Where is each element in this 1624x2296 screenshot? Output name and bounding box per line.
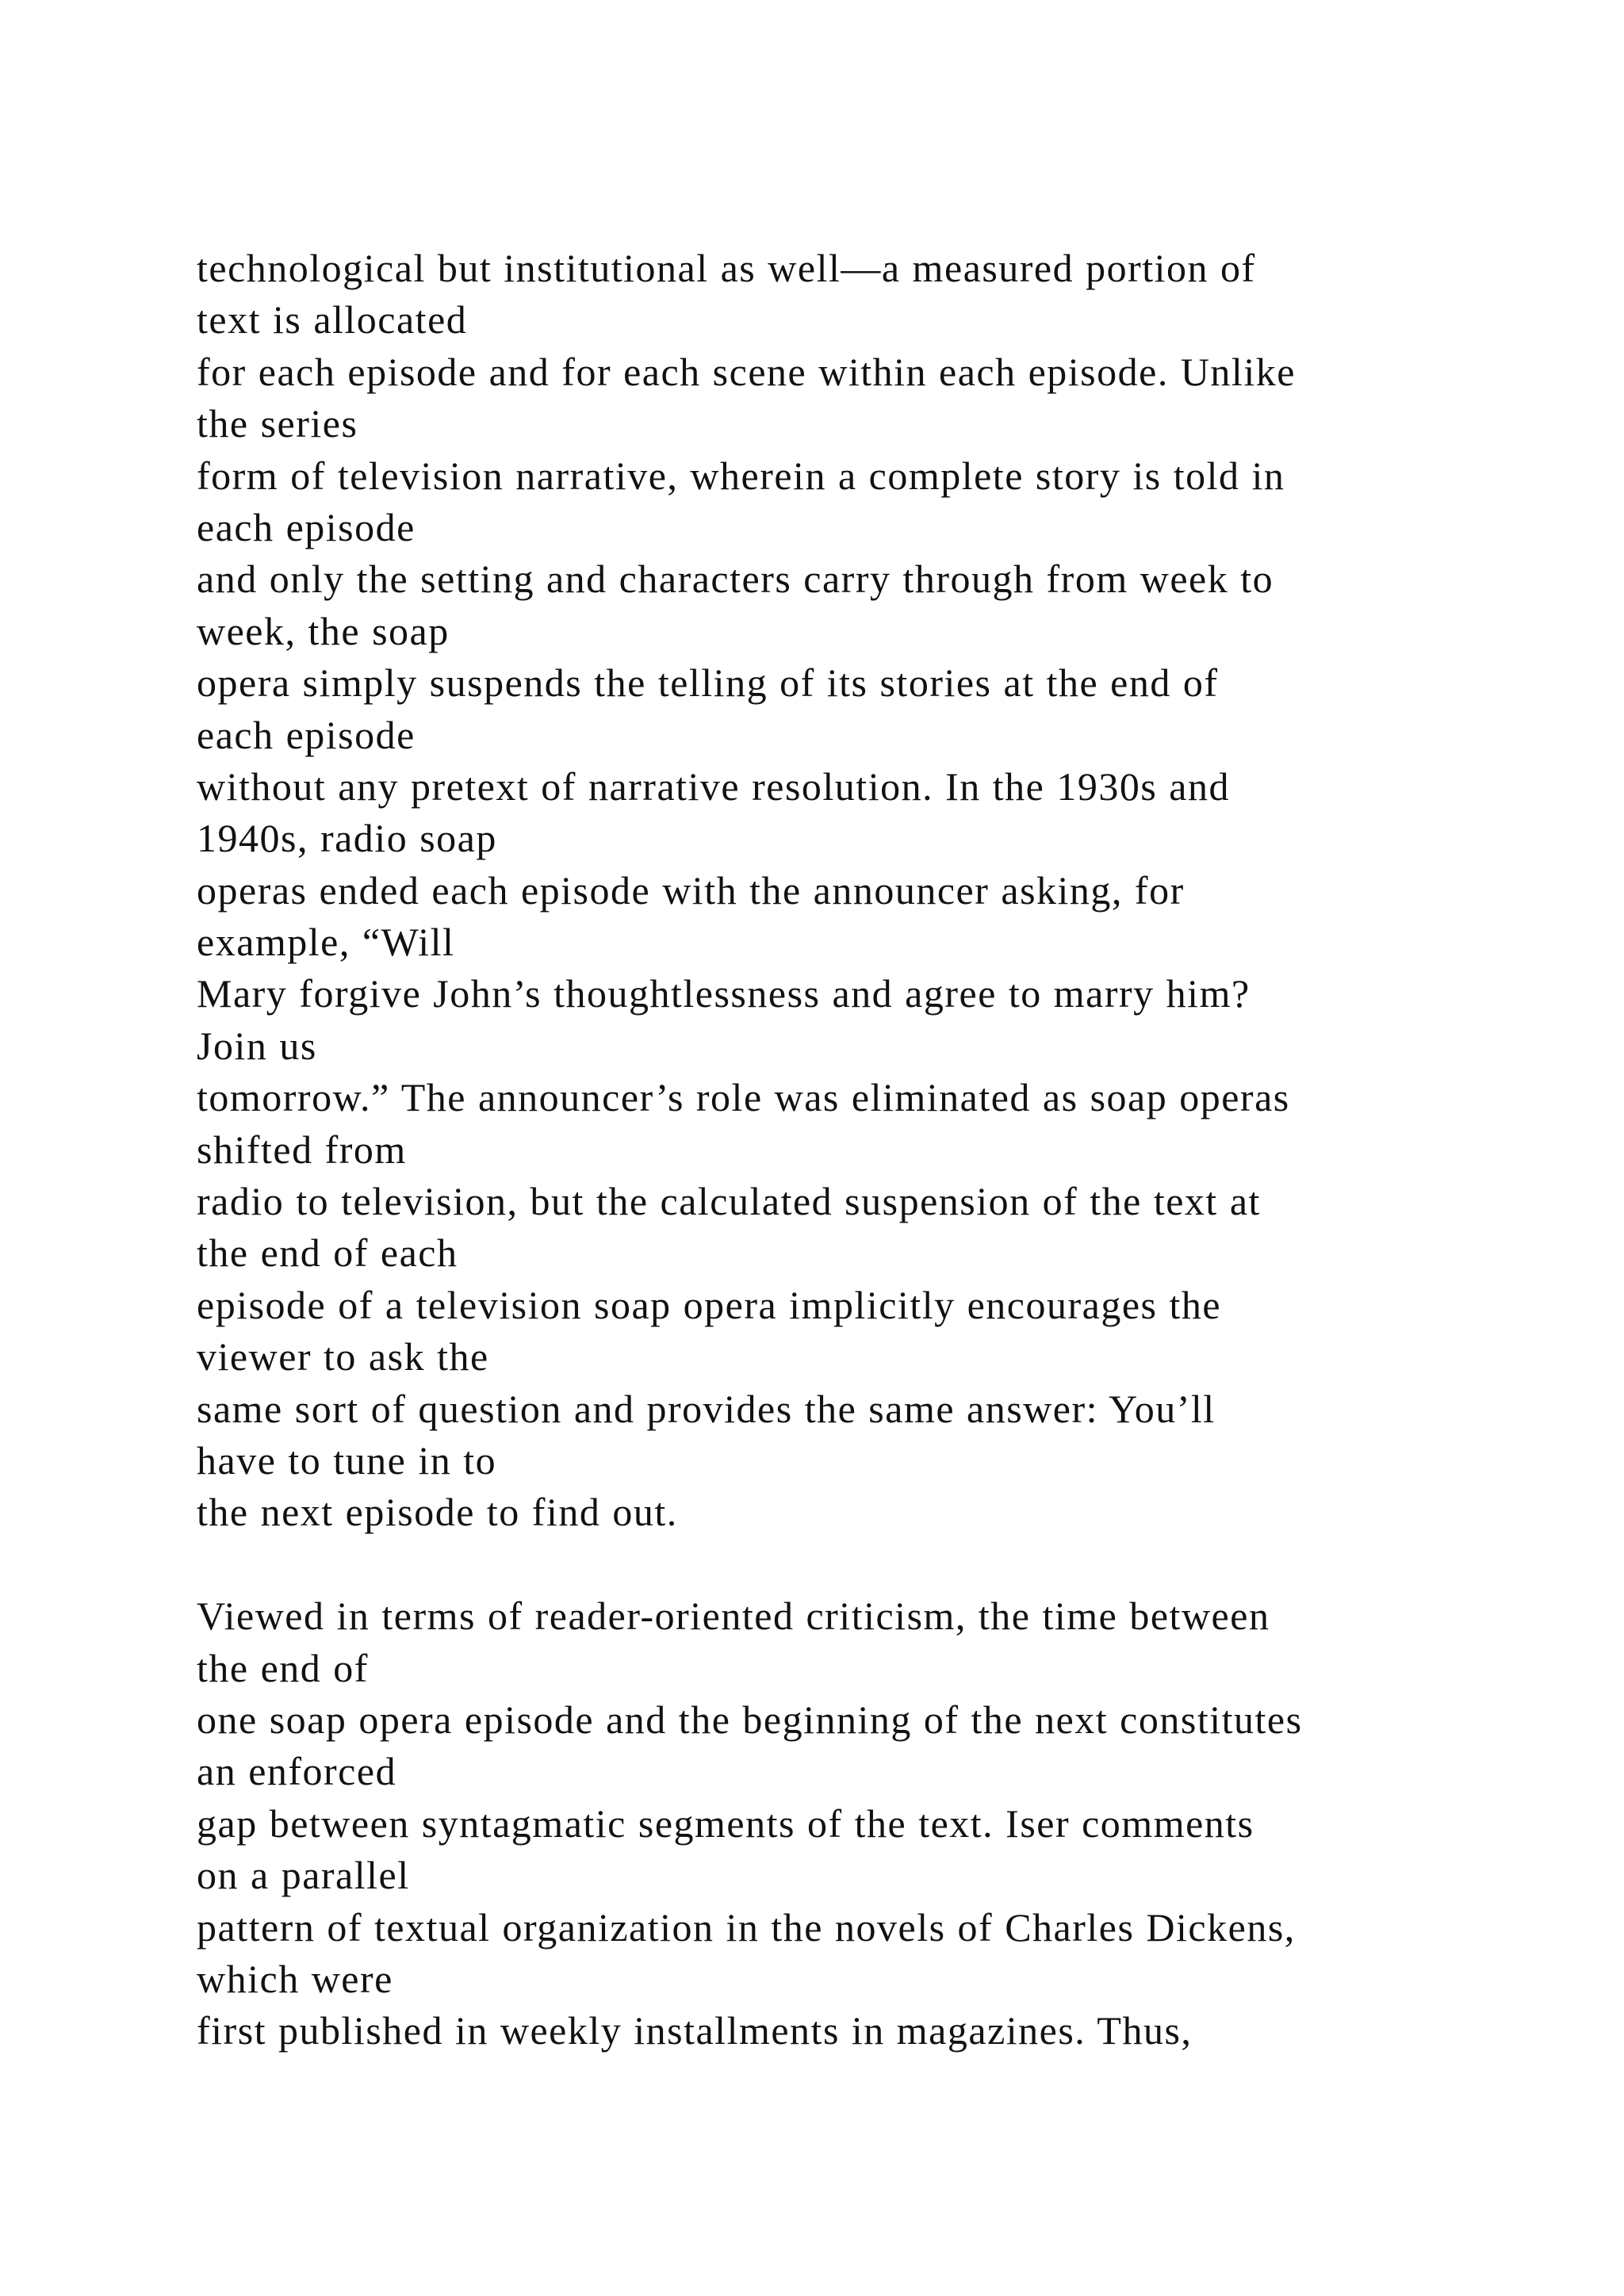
text-line: technological but institutional as well—a measured portion of [197,246,1256,290]
text-line: shifted from [197,1127,407,1172]
text-line: opera simply suspends the telling of its stories at the end of [197,660,1219,706]
text-line: the end of [197,1645,369,1690]
text-line: example, “Will [197,920,455,965]
text-line: for each episode and for each scene within each episode. Unlike [197,349,1296,394]
text-line: episode of a television soap opera implicitly encourages the [197,1282,1222,1327]
text-line: 1940s, radio soap [197,816,497,861]
text-line: without any pretext of narrative resolution. In the 1930s and [197,763,1230,809]
text-line: an enforced [197,1749,397,1794]
text-line: week, the soap [197,608,450,653]
text-line: tomorrow.” The announcer’s role was eliminated as soap operas [197,1075,1290,1120]
text-line: operas ended each episode with the announcer asking, for [197,867,1185,913]
text-line: have to tune in to [197,1437,497,1483]
text-line: form of television narrative, wherein a complete story is told in [197,453,1285,498]
text-line: viewer to ask the [197,1334,489,1380]
text-line: pattern of textual organization in the novels of Charles Dickens, [197,1904,1296,1950]
text-line: Join us [197,1023,317,1068]
text-line: and only the setting and characters carry through from week to [197,557,1274,602]
text-line: Viewed in terms of reader-oriented criticism, the time between [197,1594,1270,1639]
text-line: which were [197,1956,393,2001]
text-line: first published in weekly installments in magazines. Thus, [197,2008,1193,2053]
text-line: radio to television, but the calculated suspension of the text at [197,1179,1261,1224]
paragraph-1 [197,243,1497,1539]
text-line: the series [197,401,358,446]
text-line: the end of each [197,1230,458,1276]
text-line: the next episode to find out. [197,1490,678,1535]
text-line: same sort of question and provides the same answer: You’ll [197,1386,1216,1431]
text-line: on a parallel [197,1853,410,1898]
text-line: text is allocated [197,297,468,342]
paragraph-2 [197,1590,1497,2057]
body-text [197,243,1497,2057]
paragraph-break [197,1539,1497,1590]
text-line: each episode [197,712,416,757]
text-line: gap between syntagmatic segments of the text. Iser comments [197,1800,1254,1846]
text-line: each episode [197,504,416,549]
text-line: one soap opera episode and the beginning of the next constitutes [197,1697,1303,1742]
text-line: Mary forgive John’s thoughtlessness and agree to marry him? [197,971,1251,1016]
